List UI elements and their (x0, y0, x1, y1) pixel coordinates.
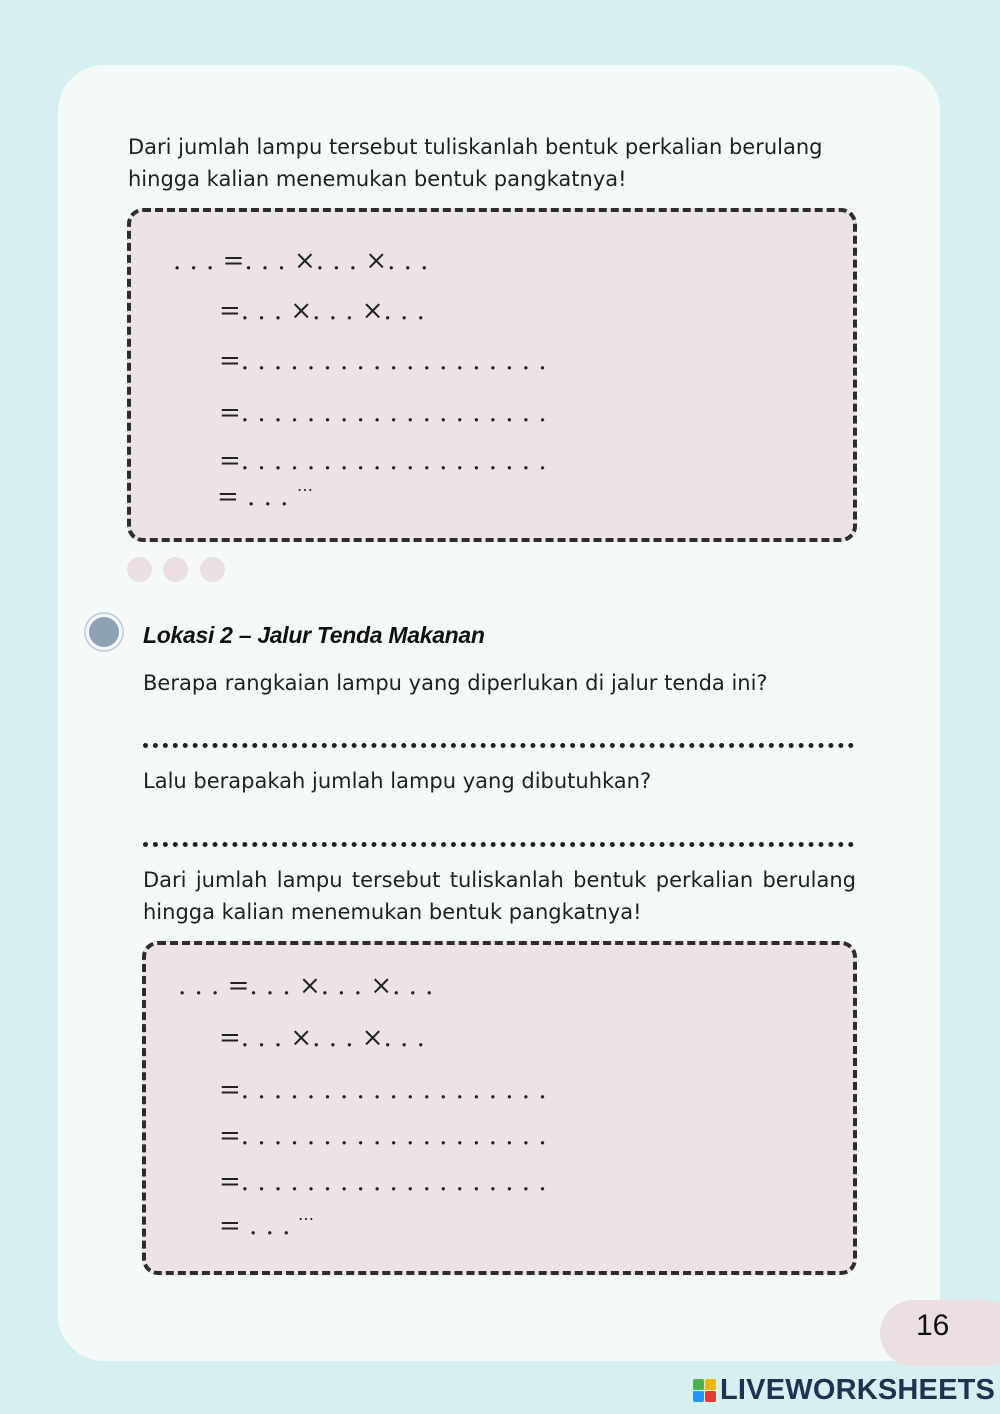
math-line: . . . =. . . ×. . . ×. . . (178, 971, 434, 1001)
instruction-text-1: Dari jumlah lampu tersebut tuliskanlah bentuk perkalian berulang hingga kalian menemukan bentuk pangkatnya! (128, 135, 823, 191)
instruction-text-2: Dari jumlah lampu tersebut tuliskanlah bentuk perkalian berulang hingga kalian menemukan bentuk pangkatnya! (143, 868, 856, 924)
section-bullet (89, 617, 119, 647)
brand-text: LIVEWORKSHEETS (720, 1374, 996, 1406)
decorative-dot (163, 557, 188, 582)
answer-box-2[interactable] (142, 941, 857, 1275)
exponent-placeholder: … (297, 476, 313, 495)
answer-line-1[interactable] (143, 743, 854, 748)
math-line: =. . . . . . . . . . . . . . . . . . . (219, 398, 547, 428)
question-2: Lalu berapakah jumlah lampu yang dibutuhkan? (143, 769, 652, 793)
question-1: Berapa rangkaian lampu yang diperlukan di jalur tenda ini? (143, 671, 768, 695)
answer-line-2[interactable] (143, 842, 854, 847)
math-line: =. . . ×. . . ×. . . (219, 296, 425, 326)
math-line: =. . . . . . . . . . . . . . . . . . . (219, 346, 547, 376)
liveworksheets-logo (693, 1374, 995, 1407)
decorative-dot (127, 557, 152, 582)
math-line: =. . . . . . . . . . . . . . . . . . . (219, 1167, 547, 1197)
math-line: =. . . ×. . . ×. . . (219, 1023, 425, 1053)
math-line: . . . =. . . ×. . . ×. . . (173, 246, 429, 276)
liveworksheets-icon (693, 1379, 716, 1402)
page-number: 16 (916, 1309, 950, 1342)
math-line: =. . . . . . . . . . . . . . . . . . . (219, 446, 547, 476)
math-line: = . . . (217, 482, 289, 512)
answer-box-1[interactable] (127, 208, 857, 542)
decorative-dot (200, 557, 225, 582)
section-heading: Lokasi 2 – Jalur Tenda Makanan (143, 622, 485, 648)
math-line: =. . . . . . . . . . . . . . . . . . . (219, 1075, 547, 1105)
math-line: = . . . (219, 1211, 291, 1241)
exponent-placeholder: … (298, 1205, 314, 1224)
math-line: =. . . . . . . . . . . . . . . . . . . (219, 1121, 547, 1151)
